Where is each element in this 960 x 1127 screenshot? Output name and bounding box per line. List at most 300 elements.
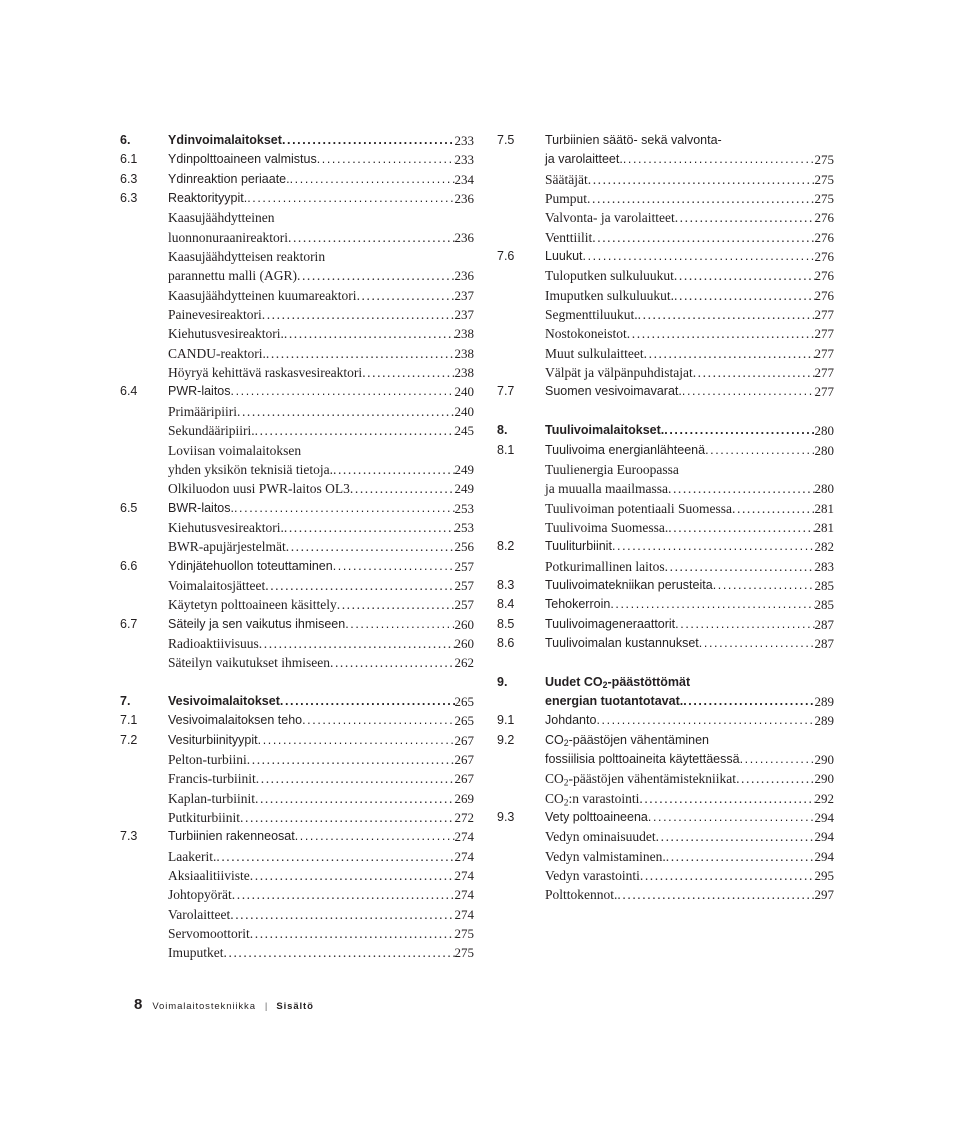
toc-page-number: 267 [454,732,474,748]
toc-dot-leader [255,789,455,808]
toc-entry-text: Sekundääripiiri. [168,423,255,439]
toc-entry-title [545,324,627,343]
toc-dot-leader [664,421,814,440]
toc-dot-leader [674,266,815,285]
toc-entry-text: Ydinjätehuollon toteuttaminen [168,558,333,573]
toc-dot-leader [668,518,814,537]
toc-entry-text: Tuulivoimalan kustannukset [545,635,699,650]
toc-page-number: 276 [814,249,834,265]
toc-chapter-entry [497,673,834,692]
toc-entry-text: Aksiaalitiiviste [168,868,250,884]
toc-entry-title [168,499,234,518]
toc-entry-text: Imuputken sulkuluukut. [545,287,674,303]
toc-dot-leader [231,382,455,401]
toc-entry-title [545,866,640,885]
toc-subsection-entry [120,228,474,247]
toc-page-number: 274 [454,887,474,903]
toc-entry-text-suffix: -päästöjen vähentäminen [568,732,709,747]
footer-separator: | [264,1001,268,1012]
toc-section-entry [497,711,834,730]
footer-section-title: Sisältö [276,1001,314,1012]
toc-dot-leader [665,557,815,576]
toc-subsection-entry [120,208,474,227]
toc-entry-title [545,441,705,460]
toc-page-number: 282 [814,539,834,555]
toc-subsection-entry [497,866,834,885]
toc-subsection-entry [120,537,474,556]
toc-dot-leader [317,150,455,169]
toc-entry-title [168,634,259,653]
toc-entry-text: Vedyn ominaisuudet [545,829,656,845]
toc-entry-title [545,885,617,904]
toc-section-entry [497,441,834,460]
toc-entry-text: Pumput [545,191,588,207]
toc-entry-title [545,228,592,247]
toc-entry-text: Välpät ja välpänpuhdistajat [545,365,693,381]
toc-page-number: 275 [454,926,474,942]
toc-subsection-entry [120,769,474,788]
toc-dot-leader [639,789,814,808]
toc-entry-text: Painevesireaktori [168,307,262,323]
page-footer [134,996,314,1014]
toc-entry-title [168,247,325,266]
toc-subsection-entry [497,228,834,247]
toc-entry-title [168,208,274,227]
toc-entry-number: 8.4 [497,597,515,612]
toc-section-entry [497,731,834,750]
toc-entry-text: Tuulivoiman potentiaali Suomessa [545,500,732,516]
toc-dot-leader [683,692,814,711]
toc-entry-text: Ydinpolttoaineen valmistus [168,152,317,167]
toc-entry-text: parannettu malli (AGR) [168,268,297,284]
toc-entry-text: Venttiilit [545,229,593,245]
toc-entry-title [168,479,350,498]
toc-dot-leader [693,363,815,382]
toc-page-number: 269 [454,790,474,806]
toc-page-number: 277 [814,384,834,400]
toc-page-number: 283 [814,558,834,574]
toc-dot-leader [333,460,455,479]
toc-section-entry [497,595,834,614]
toc-entry-title [168,943,224,962]
toc-entry-number: 8.5 [497,616,515,631]
toc-section-entry [497,808,834,827]
toc-entry-number: 9.1 [497,713,515,728]
toc-entry-text: Loviisan voimalaitoksen [168,442,302,458]
toc-dot-leader [302,711,454,730]
toc-entry-title [545,634,699,653]
toc-entry-text: Kiehutusvesireaktori. [168,326,284,342]
toc-subsection-entry [497,789,834,808]
toc-entry-title [168,402,237,421]
toc-entry-title [545,170,588,189]
toc-entry-title [168,692,280,711]
toc-subsection-entry [120,905,474,924]
toc-dot-leader [675,615,814,634]
toc-subsection-entry [120,305,474,324]
toc-page-number: 290 [814,752,834,767]
toc-dot-leader [284,324,455,343]
toc-dot-leader [237,402,455,421]
toc-entry-title [168,576,265,595]
toc-subsection-entry [120,266,474,285]
toc-dot-leader [588,170,815,189]
toc-subsection-entry [120,653,474,672]
toc-entry-text: Tuulivoimalaitokset. [545,423,665,438]
toc-page-number: 265 [454,693,474,709]
toc-entry-text: CANDU-reaktori. [168,345,266,361]
toc-entry-text: Käytetyn polttoaineen käsittely [168,597,337,613]
toc-page-number: 272 [454,810,474,826]
toc-dot-leader [638,305,815,324]
toc-entry-text: Tuuliturbiinit [545,539,612,554]
toc-entry-title [545,305,638,324]
toc-dot-leader [262,305,455,324]
toc-section-entry [497,634,834,653]
toc-page-number: 240 [454,403,474,419]
toc-dot-leader [330,653,455,672]
toc-dot-leader [583,247,815,266]
toc-entry-title [545,731,709,750]
toc-entry-title [545,789,639,808]
toc-section-entry [120,499,474,518]
toc-page-number: 280 [814,423,834,439]
toc-entry-number: 7.6 [497,249,515,264]
toc-page-number: 289 [814,693,834,709]
toc-dot-leader [232,885,455,904]
toc-entry-text: CO [545,732,564,747]
toc-entry-title [545,537,612,556]
toc-dot-leader [617,885,814,904]
toc-entry-text: Tuloputken sulkuluukut [545,268,674,284]
toc-entry-number: 7.3 [120,829,138,844]
toc-page-number: 238 [454,365,474,381]
toc-subsection-entry [497,150,834,169]
toc-dot-leader [587,189,814,208]
toc-entry-text-suffix: -päästöttömät [607,674,691,689]
toc-entry-title [168,905,230,924]
toc-dot-leader [740,750,815,769]
toc-dot-leader [732,499,815,518]
toc-dot-leader [333,557,455,576]
toc-entry-title [545,150,623,169]
toc-chapter-entry [497,421,834,440]
toc-entry-text: Voimalaitosjätteet [168,577,266,593]
toc-dot-leader [612,537,815,556]
toc-subsection-entry [120,924,474,943]
toc-dot-leader [265,576,454,595]
toc-entry-text: Laakerit. [168,848,217,864]
toc-subsection-entry [497,363,834,382]
toc-page-number: 233 [454,152,474,168]
toc-entry-number: 9.2 [497,732,515,747]
toc-entry-subscript: 2 [563,798,569,809]
toc-entry-text: Primääripiiri [168,403,237,419]
toc-page-number: 287 [814,616,834,632]
toc-entry-number: 8. [497,423,508,438]
toc-page-number: 281 [814,500,834,516]
toc-dot-leader [337,595,455,614]
toc-dot-leader [362,363,454,382]
toc-entry-title [168,189,247,208]
toc-entry-title [168,460,333,479]
toc-entry-text: Säteily ja sen vaikutus ihmiseen [168,616,346,631]
toc-entry-text: Imuputket [168,945,224,961]
toc-entry-title [168,344,266,363]
toc-entry-text: Potkurimallinen laitos [545,558,665,574]
toc-entry-text: Radioaktiivisuus [168,635,259,651]
toc-entry-title [168,808,240,827]
toc-section-entry [497,382,834,401]
toc-subsection-entry [497,170,834,189]
toc-page-number: 234 [454,171,474,187]
toc-entry-text: Segmenttiluukut. [545,307,638,323]
toc-entry-title [168,750,247,769]
toc-dot-leader [656,827,815,846]
toc-page-number: 257 [454,597,474,613]
toc-page-number: 249 [454,481,474,497]
toc-subsection-entry [497,460,834,479]
toc-entry-title [545,595,610,614]
toc-chapter-entry [120,131,474,150]
toc-dot-leader [648,808,815,827]
toc-dot-leader [699,634,815,653]
toc-entry-title [168,615,345,634]
toc-subsection-entry [120,247,474,266]
toc-entry-number: 7.1 [120,713,138,728]
toc-entry-title [168,518,284,537]
toc-subsection-entry [497,847,834,866]
toc-entry-text: Varolaitteet [168,906,231,922]
toc-page-number: 276 [814,268,834,284]
toc-entry-number: 6.6 [120,558,138,573]
toc-entry-title [545,847,666,866]
toc-entry-text: yhden yksikön teknisiä tietoja. [168,461,333,477]
toc-entry-number: 7.2 [120,732,138,747]
toc-dot-leader [675,208,815,227]
toc-entry-title [545,189,587,208]
toc-page-number: 285 [814,597,834,613]
toc-subsection-entry [120,286,474,305]
toc-page-number: 262 [454,655,474,671]
toc-section-entry [120,150,474,169]
toc-page-number: 285 [814,577,834,593]
toc-entry-number: 7.5 [497,133,515,147]
toc-entry-text: ja muualla maailmassa [545,481,668,497]
toc-entry-text: Uudet CO [545,674,603,689]
toc-page-number: 249 [454,461,474,477]
toc-entry-title [168,866,250,885]
toc-entry-text: Valvonta- ja varolaitteet [545,210,675,226]
toc-subsection-entry [497,557,834,576]
toc-subsection-entry [120,943,474,962]
toc-page-number: 292 [814,790,834,806]
toc-page-number: 265 [454,713,474,729]
toc-page-number: 236 [454,229,474,245]
toc-entry-title [545,576,713,595]
toc-entry-text: Kaasujäähdytteisen reaktorin [168,249,326,265]
toc-entry-title [545,808,648,827]
toc-entry-number: 8.1 [497,442,515,457]
toc-entry-text: Tuulienergia Euroopassa [545,461,679,477]
toc-entry-number: 6.1 [120,152,138,167]
toc-dot-leader [258,731,455,750]
toc-entry-text: PWR-laitos [168,384,231,399]
toc-entry-text: Putkiturbiinit [168,810,241,826]
toc-subsection-entry [120,750,474,769]
toc-section-entry [120,557,474,576]
toc-entry-title [168,924,250,943]
toc-subsection-entry [497,189,834,208]
toc-dot-leader [250,924,455,943]
toc-subsection-entry [120,460,474,479]
toc-entry-text: luonnonuraanireaktori [168,229,288,245]
toc-subsection-entry [497,518,834,537]
toc-page-number: 236 [454,191,474,207]
toc-subsection-entry [497,305,834,324]
toc-page-number: 275 [454,945,474,961]
toc-page-number: 276 [814,287,834,303]
toc-section-entry [120,615,474,634]
toc-entry-text: CO [545,790,564,806]
toc-entry-text: Olkiluodon uusi PWR-laitos OL3 [168,481,350,497]
toc-page-number: 253 [454,500,474,516]
toc-entry-title [168,557,333,576]
toc-subsection-entry [497,208,834,227]
toc-dot-leader [290,170,455,189]
toc-page-number: 295 [814,868,834,884]
toc-page-number: 274 [454,848,474,864]
toc-subsection-entry [497,344,834,363]
toc-entry-title [545,286,674,305]
toc-entry-title [545,615,675,634]
toc-entry-text: CO [545,771,564,787]
toc-subsection-entry [120,344,474,363]
toc-entry-subscript: 2 [563,778,569,789]
toc-subsection-entry [120,808,474,827]
toc-subsection-entry [497,827,834,846]
toc-entry-title [545,363,693,382]
toc-page-number: 260 [454,635,474,651]
toc-entry-title [545,266,674,285]
toc-entry-text: Kiehutusvesireaktori. [168,519,284,535]
toc-page-number: 294 [814,810,834,826]
toc-section-entry [120,170,474,189]
toc-page-number: 280 [814,442,834,458]
toc-dot-leader [284,518,455,537]
toc-dot-leader [280,692,455,711]
toc-entry-text: Säteilyn vaikutukset ihmiseen [168,655,330,671]
toc-dot-leader [350,479,455,498]
toc-dot-leader [234,499,455,518]
toc-entry-number: 7.7 [497,384,515,399]
toc-dot-leader [357,286,455,305]
toc-entry-title [168,731,258,750]
toc-dot-leader [668,479,815,498]
toc-entry-text: Vety polttoaineena [545,810,648,825]
toc-dot-leader [713,576,815,595]
toc-dot-leader [640,866,815,885]
toc-entry-number: 6.7 [120,616,138,631]
toc-dot-leader [286,537,455,556]
toc-dot-leader [216,847,454,866]
toc-entry-title [168,711,302,730]
toc-entry-text: Höyryä kehittävä raskasvesireaktori [168,365,363,381]
toc-entry-title [545,557,665,576]
toc-entry-text: Pelton-turbiini [168,752,247,767]
toc-page-number: 267 [454,752,474,767]
toc-subsection-entry [120,576,474,595]
toc-entry-number: 8.2 [497,539,515,554]
toc-entry-title [545,247,583,266]
toc-entry-text: Luukut [545,249,583,264]
toc-subsection-entry [497,750,834,769]
toc-page-number: 277 [814,326,834,342]
toc-left-column [120,131,474,963]
toc-entry-text: Vedyn varastointi [545,868,640,884]
toc-dot-leader [224,943,455,962]
toc-page-number: 294 [814,848,834,864]
toc-page-number: 275 [814,152,834,168]
toc-page-number: 289 [814,713,834,729]
toc-entry-title [545,673,690,692]
toc-entry-title [545,769,736,788]
toc-page-number: 277 [814,307,834,323]
toc-entry-text: Reaktorityypit. [168,191,248,206]
toc-chapter-entry [120,692,474,711]
toc-subsection-entry [120,479,474,498]
toc-entry-number: 7. [120,693,131,708]
toc-dot-leader [736,769,814,788]
toc-page-number: 275 [814,171,834,187]
toc-entry-text-suffix: -päästöjen vähentämistekniikat [568,771,737,787]
toc-page-number: 274 [454,829,474,845]
toc-dot-leader [288,228,455,247]
footer-book-title: Voimalaitostekniikka [152,1001,256,1012]
toc-entry-title [168,441,301,460]
toc-page-number: 290 [814,771,834,787]
toc-page-number: 257 [454,577,474,593]
toc-entry-title [168,537,286,556]
toc-subsection-entry [120,847,474,866]
toc-entry-text: Tuulivoimatekniikan perusteita [545,577,713,592]
toc-subsection-entry [497,286,834,305]
toc-section-entry [497,537,834,556]
toc-page-number: 280 [814,481,834,497]
toc-entry-title [545,460,679,479]
toc-entry-title [168,150,317,169]
toc-entry-title [168,131,282,150]
toc-page-number: 257 [454,558,474,574]
toc-subsection-entry [120,441,474,460]
toc-entry-title [168,595,337,614]
toc-page-number: 238 [454,345,474,361]
toc-entry-title [168,421,255,440]
toc-entry-title [545,750,740,769]
toc-entry-title [545,499,732,518]
toc-entry-title [545,827,656,846]
toc-entry-text: Kaasujäähdytteinen [168,210,275,226]
toc-entry-text: Johdanto [545,713,597,728]
toc-entry-number: 6.3 [120,191,138,206]
toc-page-number: 245 [454,423,474,439]
toc-entry-text: Tuulivoima Suomessa. [545,519,669,535]
toc-subsection-entry [120,789,474,808]
toc-entry-title [545,344,644,363]
toc-entry-text: Turbiinien säätö- sekä valvonta- [545,133,722,147]
toc-page-number: 260 [454,616,474,632]
toc-dot-leader [610,595,814,614]
